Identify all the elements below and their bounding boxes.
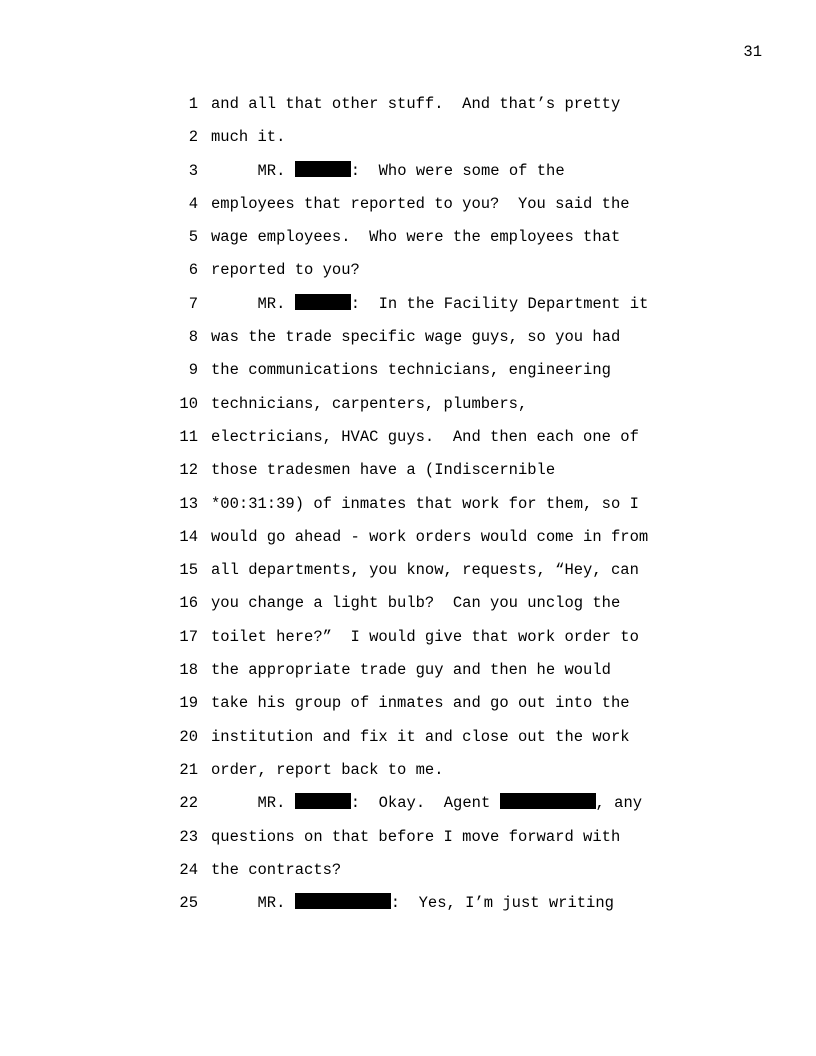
line-number: 10 <box>179 394 198 413</box>
line-text: order, report back to me. <box>211 760 444 779</box>
transcript-body <box>168 94 768 926</box>
transcript-line <box>168 360 768 393</box>
transcript-line <box>168 860 768 893</box>
line-text <box>211 294 648 314</box>
page-number: 31 <box>743 43 762 61</box>
speech-text: : Yes, I’m just writing <box>390 894 614 913</box>
transcript-line <box>168 527 768 560</box>
transcript-line <box>168 827 768 860</box>
transcript-line <box>168 127 768 160</box>
line-number: 9 <box>188 361 198 380</box>
line-text: much it. <box>211 128 286 147</box>
line-number: 22 <box>179 794 198 813</box>
line-number: 4 <box>188 194 198 213</box>
line-text: those tradesmen have a (Indiscernible <box>211 461 556 480</box>
line-number: 18 <box>179 661 198 680</box>
line-text: institution and fix it and close out the work <box>211 727 630 746</box>
transcript-line <box>168 460 768 493</box>
transcript-line <box>168 494 768 527</box>
transcript-line <box>168 294 768 327</box>
line-text: would go ahead - work orders would come in from <box>211 527 649 546</box>
line-text: questions on that before I move forward with <box>211 827 621 846</box>
line-number: 20 <box>179 727 198 746</box>
line-number: 6 <box>188 261 198 280</box>
line-number: 19 <box>179 694 198 713</box>
transcript-line <box>168 427 768 460</box>
transcript-line <box>168 227 768 260</box>
line-number: 5 <box>188 228 198 247</box>
line-number: 25 <box>179 894 198 913</box>
transcript-line <box>168 893 768 926</box>
line-text: all departments, you know, requests, “Hey, can <box>211 561 639 580</box>
transcript-line <box>168 194 768 227</box>
line-number: 1 <box>188 95 198 113</box>
line-text: the appropriate trade guy and then he would <box>211 661 611 680</box>
transcript-line <box>168 560 768 593</box>
line-number: 23 <box>179 827 198 846</box>
speaker-prefix: MR. <box>211 161 295 180</box>
line-text: was the trade specific wage guys, so you had <box>211 328 621 347</box>
line-number: 11 <box>179 427 198 446</box>
line-number: 15 <box>179 561 198 580</box>
transcript-line <box>168 693 768 726</box>
line-text: take his group of inmates and go out into the <box>211 694 630 713</box>
transcript-line <box>168 260 768 293</box>
redaction-bar <box>295 893 391 909</box>
line-number: 16 <box>179 594 198 613</box>
line-text: toilet here?” I would give that work order to <box>211 627 639 646</box>
line-text: *00:31:39) of inmates that work for them, so I <box>211 494 639 513</box>
line-text: the contracts? <box>211 860 342 879</box>
transcript-line <box>168 660 768 693</box>
line-text: you change a light bulb? Can you unclog the <box>211 594 621 613</box>
line-number: 14 <box>179 527 198 546</box>
redaction-bar <box>295 294 351 310</box>
speech-text: : Who were some of the <box>350 161 565 180</box>
transcript-line <box>168 327 768 360</box>
speech-text: , any <box>595 794 643 813</box>
speaker-prefix: MR. <box>211 894 295 913</box>
transcript-line <box>168 593 768 626</box>
line-number: 12 <box>179 461 198 480</box>
transcript-line <box>168 627 768 660</box>
line-text: wage employees. Who were the employees that <box>211 228 621 247</box>
line-number: 3 <box>188 161 198 180</box>
line-number: 24 <box>179 860 198 879</box>
redaction-bar <box>295 793 351 809</box>
line-text <box>211 161 565 181</box>
line-number: 13 <box>179 494 198 513</box>
line-text: reported to you? <box>211 261 360 280</box>
line-text: employees that reported to you? You said the <box>211 194 630 213</box>
redaction-bar <box>295 161 351 177</box>
speech-text: : Okay. Agent <box>350 794 500 813</box>
redaction-bar <box>500 793 596 809</box>
line-text: the communications technicians, engineering <box>211 361 611 380</box>
transcript-line <box>168 793 768 826</box>
transcript-line <box>168 161 768 194</box>
line-number: 2 <box>188 128 198 147</box>
line-number: 7 <box>188 294 198 313</box>
transcript-line <box>168 94 768 127</box>
line-number: 17 <box>179 627 198 646</box>
speaker-prefix: MR. <box>211 294 295 313</box>
line-text: technicians, carpenters, plumbers, <box>211 394 528 413</box>
transcript-line <box>168 727 768 760</box>
transcript-line <box>168 760 768 793</box>
line-number: 8 <box>188 328 198 347</box>
speaker-prefix: MR. <box>211 794 295 813</box>
line-text: electricians, HVAC guys. And then each one of <box>211 427 639 446</box>
transcript-line <box>168 394 768 427</box>
line-text: and all that other stuff. And that’s pretty <box>211 95 621 113</box>
speech-text: : In the Facility Department it <box>350 294 649 313</box>
line-number: 21 <box>179 760 198 779</box>
line-text <box>211 893 614 913</box>
line-text <box>211 793 642 813</box>
